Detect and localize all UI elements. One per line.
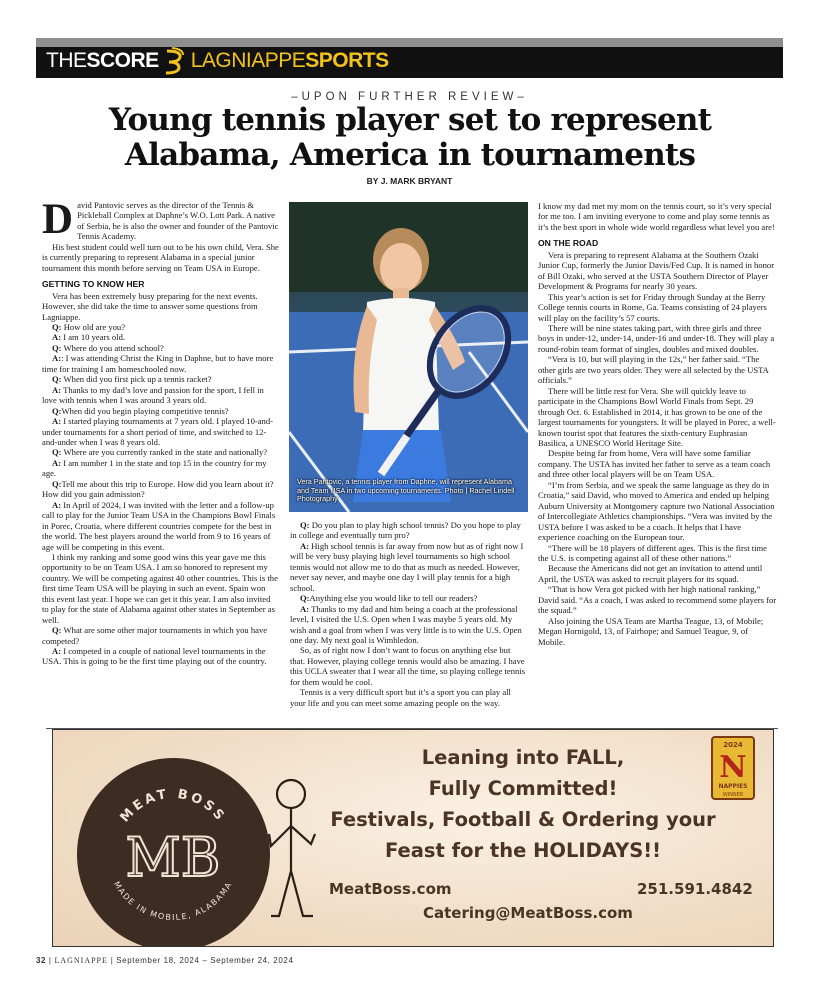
qa-text: What are some other major tournaments in which you have competed? <box>42 625 268 646</box>
qa-line <box>42 353 279 374</box>
paragraph: There will be nine states taking part, with three girls and three boys in under-12, under-14, under-16 and under-18. They will play a round-robin team format of singles, doubles and mixed doubles. <box>538 322 775 354</box>
qa-line <box>42 500 279 552</box>
qa-text: How old are you? <box>61 321 126 332</box>
qa-label: A: <box>52 416 62 427</box>
qa-line <box>42 385 279 406</box>
byline: BY J. MARK BRYANT <box>366 176 453 186</box>
qa-line <box>42 479 279 500</box>
paragraph: This year’s action is set for Friday through Sunday at the Berry College tennis courts in Rome, Ga. Teams consisting of 24 players will play on the facility’s 57 courts. <box>538 291 767 323</box>
paragraph: “There will be 18 players of different ages. This is the first time the U.S. is competing against all of these other nations.” <box>538 542 767 563</box>
qa-line <box>42 322 279 332</box>
qa-line <box>42 416 279 447</box>
paragraph: “That is how Vera got picked with her high national ranking,” David said. “As a coach, I was asked to recommend some players for the squad.” <box>538 584 777 616</box>
tennis-player-illustration <box>289 202 528 512</box>
badge-letter: N <box>719 750 747 785</box>
section-masthead <box>36 38 783 78</box>
qa-text: Tell me about this trip to Europe. How did you learn about it? How did you gain admission? <box>42 478 274 500</box>
masthead-sports: SPORTS <box>305 49 389 72</box>
ad-line-4: Feast for the HOLIDAYS!! <box>384 839 662 862</box>
stick-figure-icon <box>267 776 321 926</box>
page-number: 32 <box>36 956 47 965</box>
qa-label: A: <box>52 332 62 343</box>
qa-label: Q: <box>300 520 310 530</box>
qa-label: A: <box>52 499 62 510</box>
issue-dates: September 18, 2024 – September 24, 2024 <box>116 956 294 965</box>
ad-email-link[interactable]: Catering@MeatBoss.com <box>423 904 633 922</box>
qa-label: A: <box>52 646 62 657</box>
headline: Young tennis player set to represent Alabama, America in tournaments <box>108 102 712 173</box>
logo-mark: MB <box>125 826 221 889</box>
qa-label: A: <box>300 603 310 614</box>
qa-line <box>42 332 279 342</box>
meat-boss-ad[interactable] <box>52 729 774 947</box>
paragraph: Despite being far from home, Vera will have some familiar company. The USTA has invited her father to serve as a team coach and three other local players will be on Team USA. <box>538 448 771 480</box>
article-column-1 <box>42 196 279 667</box>
paragraph: “Vera is 10, but will playing in the 12s,” her father said. “The other girls are two years older. They were all selected by the USTA officials.” <box>538 354 769 386</box>
swoosh-icon <box>163 47 185 75</box>
meat-boss-logo-art <box>77 758 270 947</box>
qa-text: High school tennis is far away from now but as of right now I will be very busy playing high level tournaments so high school tennis would not allow me to do that as much as needed. However, never say never, and maybe one day I will play tennis for a high school. <box>290 540 524 593</box>
qa-label: Q: <box>300 593 310 604</box>
qa-text: Where do you attend school? <box>61 342 164 353</box>
ad-line-1: Leaning into FALL, <box>421 746 625 769</box>
kicker: –UPON FURTHER REVIEW– <box>291 91 528 103</box>
qa-block <box>42 625 279 667</box>
paragraph: “I’m from Serbia, and we speak the same language as they do in Croatia,” said David, who moved to America and ended up helping Auburn University at Montgomery capture two National Association of Intercollegiate Athletics championships. “Vera was invited by the USTA before I was asked to be a coach. It helps that I have experience coaching on the European tour. <box>538 479 775 543</box>
photo-caption: Vera Pantovic, a tennis player from Daphne, will represent Alabama and Team USA in two upcoming tournaments. Photo | Rachel Lindell Photography <box>297 477 515 504</box>
qa-text: Thanks to my dad and him being a coach at the professional level, I visited the U.S. Open when I was maybe 5 years old. My wish and a goal from when I was very little is to win the U.S. Open one day. My next goal is Wimbledon. <box>290 603 522 645</box>
qa-text: When did you begin playing competitive tennis? <box>61 405 229 416</box>
qa-label: A: <box>300 540 310 551</box>
qa-text: Thanks to my dad’s love and passion for the sport, I fell in love with tennis when I was around 3 years old. <box>42 384 264 406</box>
qa-text: I started playing tournaments at 7 years old. I played 10-and-under tournaments for a short period of time, and switched to 12-and-under when I was 8 years old. <box>42 416 273 447</box>
qa-block <box>42 322 279 552</box>
logo-top-text: MEAT BOSS <box>117 786 229 826</box>
qa-label: Q: <box>52 447 62 458</box>
badge-sub: WINNER <box>722 792 744 798</box>
qa-label: Q: <box>52 478 62 489</box>
masthead-score: SCORE <box>86 49 159 72</box>
lead-text: avid Pantovic serves as the director of the Tennis & Pickleball Complex at Daphne’s W.O. Lott Park. A native of Serbia, he is also the owner and founder of the Pantovic Tennis Academy. <box>77 200 279 242</box>
qa-line <box>42 374 279 384</box>
qa-text: I competed in a couple of national level tournaments in the USA. This is going to be the first time playing out of the country. <box>42 646 267 667</box>
qa-label: Q: <box>52 405 62 416</box>
ad-line-3: Festivals, Football & Ordering your <box>330 808 716 831</box>
qa-label: Q: <box>52 321 62 332</box>
paragraph: Vera is preparing to represent Alabama at the Southern Ozaki Junior Cup, formerly the Junior Davis/Fed Cup. It is named in honor of Bill Ozaki, who served at the USTA Southern Director of Player Development & Programs for nearly 30 years. <box>538 249 775 292</box>
qa-line <box>42 625 279 646</box>
paragraph: I think my ranking and some good wins this year gave me this opportunity to be on Team USA. I am so honored to represent my country. We will be competing against 40 other countries. This is the first time Team USA will be playing in such an event. Spain won this event last year. I hope we can get it this year. I am also invited to play for the state of Alabama against other states in September as well. <box>42 551 278 625</box>
svg-text:MEAT BOSS <box>118 787 229 826</box>
footer-brand: LAGNIAPPE <box>54 956 108 965</box>
qa-line <box>42 343 279 353</box>
qa-text: Where are you currently ranked in the state and nationally? <box>61 447 268 458</box>
paragraph: His best student could well turn out to be his own child, Vera. She is currently preparing to represent Alabama in a special junior tournament this month before serving on Team USA in Europe. <box>42 241 279 273</box>
qa-label: Q: <box>52 374 62 385</box>
lead-paragraph <box>42 196 279 243</box>
qa-line <box>42 447 279 457</box>
article-column-3 <box>538 201 777 647</box>
qa-text: I am number 1 in the state and top 15 in the country for my age. <box>42 457 267 479</box>
article-photo <box>289 202 528 512</box>
paragraph: So, as of right now I don’t want to focus on anything else but that. However, playing college tennis would also be amazing. I have this UCLA sweater that I wear all the time, so playing college tennis for them would be cool. <box>290 645 526 687</box>
drop-cap: D <box>42 196 74 243</box>
qa-block <box>290 520 527 645</box>
qa-text: When did you first pick up a tennis racket? <box>61 374 212 385</box>
subhead-getting-to-know-her: GETTING TO KNOW HER <box>42 279 145 290</box>
qa-text: In April of 2024, I was invited with the letter and a follow-up call to play for the Junior Team USA in the Champions Bowl Finals in Porec, Croatia, where different countries compete for the best in the world. The best players around the world from 9 to 16 years of age will be competing in this event. <box>42 499 276 552</box>
masthead-lagniappe: LAGNIAPPE <box>190 49 306 72</box>
meat-boss-logo <box>77 758 270 947</box>
qa-text: : I was attending Christ the King in Daphne, but to have more time for training I am homeschooled now. <box>42 353 274 374</box>
badge-label: NAPPIES <box>718 783 748 790</box>
paragraph: Tennis is a very difficult sport but it’s a sport you can play all your life and you can meet some amazing people on the way. <box>290 687 511 708</box>
qa-text: I am 10 years old. <box>61 332 126 343</box>
qa-line <box>42 458 279 479</box>
subhead-on-the-road: ON THE ROAD <box>538 238 599 249</box>
paragraph: Also joining the USA Team are Martha Teague, 13, of Mobile; Megan Hornigold, 13, of Fairhope; and Samuel Teague, 9, of Mobile. <box>538 615 764 647</box>
qa-text: Anything else you would like to tell our readers? <box>309 593 478 604</box>
masthead-the: THE <box>46 49 87 72</box>
qa-line <box>42 406 279 416</box>
qa-label: A: <box>52 384 62 395</box>
page-footer: 32 | LAGNIAPPE | September 18, 2024 – September 24, 2024 <box>36 956 294 965</box>
qa-line <box>290 593 527 603</box>
qa-line <box>290 520 527 541</box>
logo-bottom-text: MADE IN MOBILE, ALABAMA <box>112 879 234 923</box>
qa-label: Q: <box>52 342 62 353</box>
badge-year: 2024 <box>723 741 743 749</box>
paragraph: There will be little rest for Vera. She will quickly leave to participate in the Champions Bowl World Finals from Sept. 29 through Oct. 6. Established in 2014, it has grown to be one of the largest tournaments for youngsters. It will be played in Porec, a well-known tourist spot that features the sixth-century Euphrasian Basilica, a UNESCO World Heritage Site. <box>538 385 776 448</box>
qa-label: A: <box>52 457 62 468</box>
masthead-logo[interactable] <box>46 44 389 78</box>
ad-website-link[interactable]: MeatBoss.com <box>329 880 452 898</box>
ad-line-2: Fully Committed! <box>428 777 618 800</box>
qa-label: A: <box>52 353 62 364</box>
article-column-2 <box>290 520 527 708</box>
paragraph: I know my dad met my mom on the tennis court, so it’s very special for me too. I am inviting everyone to come and play some tennis as it’s the best sport in whole wide world regardless what level you are! <box>538 201 775 232</box>
ad-phone[interactable]: 251.591.4842 <box>637 880 753 898</box>
qa-text: Do you plan to play high school tennis? Do you hope to play in college and eventually turn pro? <box>290 520 521 541</box>
paragraph: Because the Americans did not get an invitation to attend until April, the USTA was asked to recruit players for its squad. <box>538 563 763 584</box>
qa-line <box>290 541 527 593</box>
qa-line <box>290 604 527 646</box>
qa-line <box>42 646 279 667</box>
qa-label: Q: <box>52 625 62 636</box>
nappies-award-badge <box>711 736 755 800</box>
ad-headline <box>323 742 723 866</box>
paragraph: Vera has been extremely busy preparing for the next events. However, she did take the time to answer some questions from Lagniappe. <box>42 290 258 322</box>
